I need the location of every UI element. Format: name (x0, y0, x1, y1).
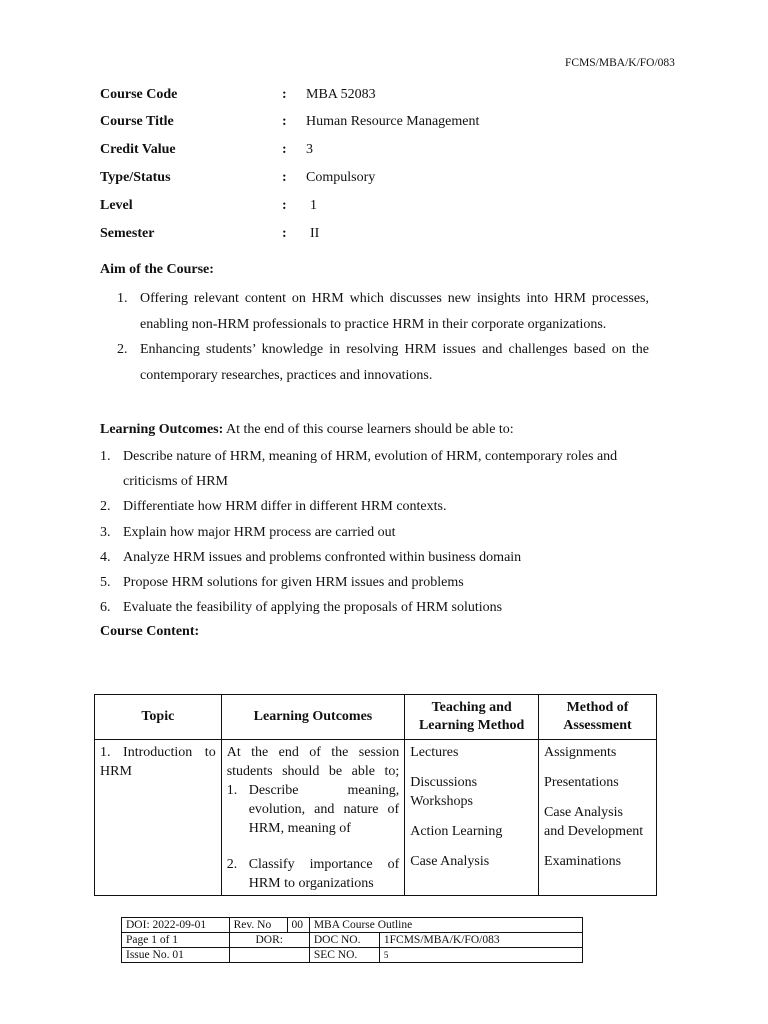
column-header-teaching-method: Teaching and Learning Method (405, 695, 539, 740)
list-item (100, 494, 649, 519)
aim-item-text: Offering relevant content on HRM which discusses new insights into HRM processes, enabling non-HRM professionals to practice HRM in their corporate organizations. (140, 291, 649, 332)
type-status-label: Type/Status (100, 170, 171, 185)
list-item (100, 520, 649, 545)
list-item-number: 2. (100, 499, 111, 515)
list-item (100, 545, 649, 570)
list-item-text: Evaluate the feasibility of applying the proposals of HRM solutions (123, 600, 503, 616)
footer-row (122, 948, 583, 963)
outcome-number: 1. (226, 783, 238, 798)
outcome-item (227, 781, 400, 838)
dor-cell: DOR: (229, 933, 309, 948)
list-item (100, 570, 649, 595)
colon: : (282, 198, 287, 213)
learning-outcomes-heading: Learning Outcomes: (100, 422, 224, 437)
table-row (95, 740, 657, 896)
colon: : (282, 170, 287, 185)
credit-value-value: 3 (306, 142, 313, 157)
outline-title-cell: MBA Course Outline (309, 918, 582, 933)
course-code-label: Course Code (100, 87, 178, 102)
learning-outcomes-list (100, 444, 649, 620)
aim-item (117, 337, 649, 388)
method-item: Lectures (410, 745, 459, 760)
assessment-item: Examinations (544, 854, 622, 869)
list-item-number: 1. (100, 449, 111, 464)
learning-outcomes-intro: At the end of this course learners should be able to: (223, 422, 514, 437)
list-item-number: 6. (100, 600, 111, 616)
table-header-row (95, 695, 657, 740)
learning-outcomes-intro-line (100, 422, 660, 438)
method-item: Discussions Workshops (410, 775, 478, 809)
assessment-cell (539, 740, 657, 896)
outcome-text: Describe meaning, evolution, and nature of HRM, meaning of (248, 783, 400, 836)
page-cell: Page 1 of 1 (122, 933, 230, 948)
list-item (100, 444, 649, 494)
list-item-text: Propose HRM solutions for given HRM issues and problems (123, 575, 464, 591)
doc-no-label-cell: DOC NO. (309, 933, 379, 948)
outcome-number: 2. (226, 857, 238, 872)
course-title-label: Course Title (100, 114, 174, 129)
type-status-value: Compulsory (306, 170, 376, 185)
assessment-item: Presentations (544, 775, 619, 790)
list-item-number: 4. (100, 549, 111, 565)
topic-cell (95, 740, 222, 896)
semester-row (100, 226, 660, 246)
level-label: Level (100, 198, 133, 213)
footer-row (122, 918, 583, 933)
aim-heading: Aim of the Course: (100, 262, 214, 277)
list-item-text: Analyze HRM issues and problems confronted within business domain (123, 549, 522, 565)
column-header-learning-outcomes: Learning Outcomes (221, 695, 405, 740)
semester-value: II (310, 226, 320, 241)
level-row (100, 198, 660, 218)
outcome-item (227, 855, 400, 893)
course-title-row (100, 114, 660, 134)
rev-value-cell: 00 (287, 918, 309, 933)
colon: : (282, 87, 287, 102)
aim-item-number: 2. (117, 342, 128, 357)
semester-label: Semester (100, 226, 155, 241)
aim-item (117, 286, 649, 337)
teaching-method-cell (405, 740, 539, 896)
list-item (100, 595, 649, 620)
course-code-value: MBA 52083 (306, 87, 376, 102)
list-item-text: Differentiate how HRM differ in different HRM contexts. (123, 499, 447, 515)
topic-text: 1. Introduction to HRM (100, 745, 216, 779)
column-header-topic: Topic (95, 695, 222, 740)
list-item-text: Describe nature of HRM, meaning of HRM, evolution of HRM, contemporary roles and criticisms of HRM (123, 449, 618, 490)
assessment-item: Assignments (544, 745, 617, 760)
aim-item-text: Enhancing students’ knowledge in resolving HRM issues and challenges based on the contemporary researches, practices and innovations. (140, 342, 649, 383)
outcomes-intro: At the end of the session students should be able to; (226, 745, 400, 779)
assessment-item: Case Analysis and Development (544, 805, 644, 839)
type-status-row (100, 170, 660, 190)
sec-no-value-cell: 5 (379, 948, 582, 963)
document-code: FCMS/MBA/K/FO/083 (565, 57, 675, 69)
doi-cell: DOI: 2022-09-01 (122, 918, 230, 933)
course-content-heading: Course Content: (100, 624, 200, 639)
list-item-text: Explain how major HRM process are carried out (123, 524, 396, 540)
list-item-number: 5. (100, 575, 111, 591)
colon: : (282, 142, 287, 157)
aim-item-number: 1. (117, 291, 128, 306)
colon: : (282, 114, 287, 129)
outcome-text: Classify importance of HRM to organizations (248, 857, 400, 891)
aim-list (117, 286, 649, 388)
course-title-value: Human Resource Management (306, 114, 480, 129)
credit-value-row (100, 142, 660, 162)
course-code-row (100, 87, 660, 107)
footer-row (122, 933, 583, 948)
level-value: 1 (310, 198, 317, 213)
footer-table (121, 917, 583, 963)
credit-value-label: Credit Value (100, 142, 176, 157)
doc-no-value-cell: 1FCMS/MBA/K/FO/083 (379, 933, 582, 948)
method-item: Case Analysis (410, 854, 490, 869)
method-item: Action Learning (410, 824, 503, 839)
list-item-number: 3. (100, 524, 111, 540)
rev-label-cell: Rev. No (229, 918, 287, 933)
course-content-table (94, 694, 657, 896)
issue-cell: Issue No. 01 (122, 948, 230, 963)
learning-outcomes-cell (221, 740, 405, 896)
empty-cell (229, 948, 309, 963)
column-header-assessment: Method of Assessment (539, 695, 657, 740)
sec-no-label-cell: SEC NO. (309, 948, 379, 963)
colon: : (282, 226, 287, 241)
